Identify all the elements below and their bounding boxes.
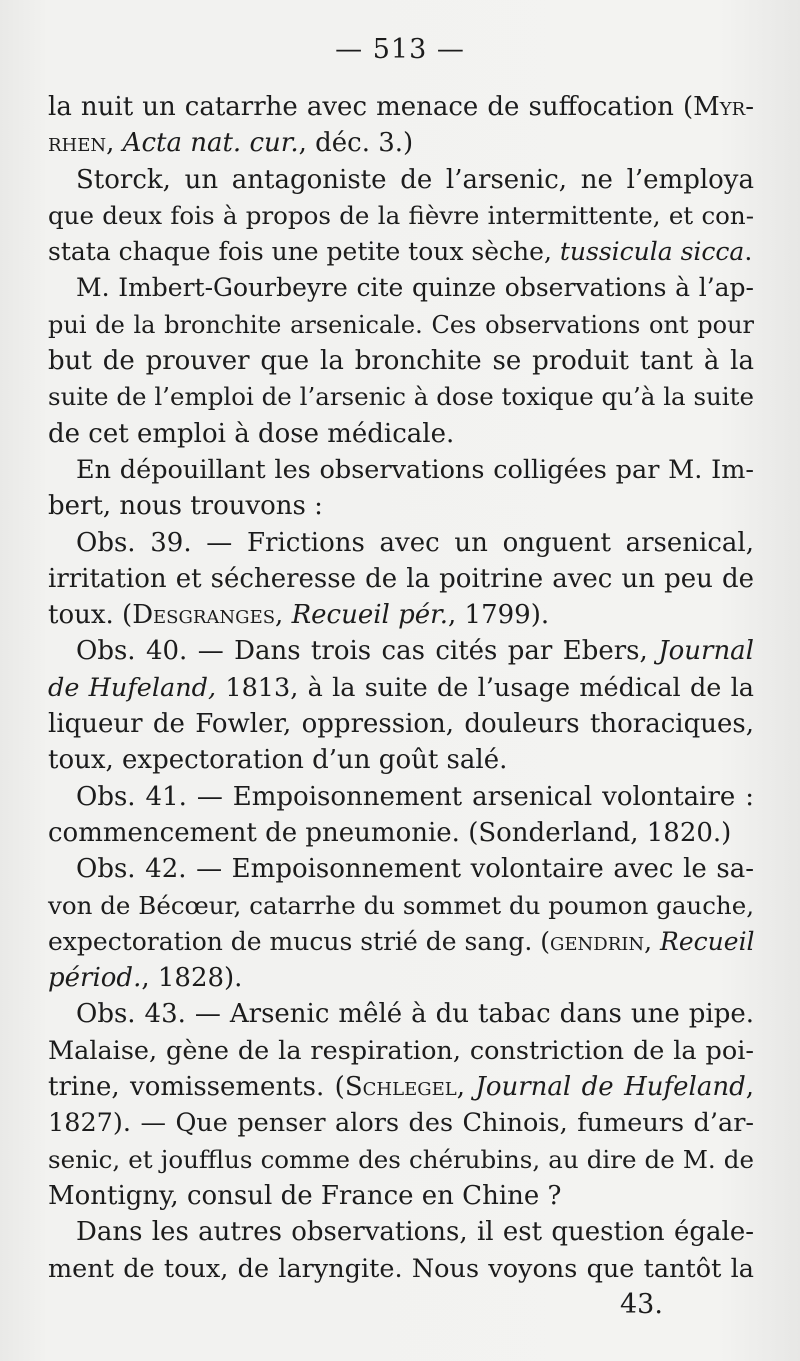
line-text: 1813, à la suite de l’usage médical de la xyxy=(216,672,755,703)
italic-text: Acta nat. cur. xyxy=(122,128,299,159)
line-text: En dépouillant les observations colligées par M. Im- xyxy=(76,454,754,485)
line-text: , xyxy=(456,1072,476,1103)
text-line xyxy=(48,234,754,270)
text-line xyxy=(48,270,754,306)
line-text: M. Imbert-Gourbeyre cite quinze observations à l’ap- xyxy=(76,273,754,303)
signature-mark: 43. xyxy=(620,1289,663,1320)
text-line xyxy=(48,779,754,815)
small-caps-text: Myr- xyxy=(693,92,754,122)
text-line xyxy=(48,379,754,415)
line-text: , xyxy=(275,600,292,631)
text-line xyxy=(48,742,754,778)
text-line xyxy=(48,525,754,561)
line-text: senic, et joufflus comme des chérubins, au dire de M. de xyxy=(48,1144,754,1174)
text-line xyxy=(48,815,754,851)
text-line xyxy=(48,670,754,706)
text-line xyxy=(48,1142,754,1178)
line-text: toux, expectoration d’un goût salé. xyxy=(48,745,508,776)
italic-text: Recueil pér. xyxy=(291,600,448,631)
text-line xyxy=(48,416,754,452)
italic-text: Journal de Hufeland xyxy=(475,1072,746,1103)
line-text: Obs. 43. — Arsenic mêlé à du tabac dans une pipe. xyxy=(76,999,754,1030)
line-text: 1827). — Que penser alors des Chinois, fumeurs d’ar- xyxy=(48,1108,754,1139)
line-text: . xyxy=(744,237,753,267)
line-text: Obs. 41. — Empoisonnement arsenical volontaire : xyxy=(76,781,754,812)
line-text: , xyxy=(644,926,661,956)
italic-text: tussicula sicca xyxy=(559,237,745,267)
text-line xyxy=(48,888,754,924)
line-text: trine, vomissements. ( xyxy=(48,1072,345,1103)
text-line xyxy=(48,851,754,887)
text-line xyxy=(48,1214,754,1250)
text-line xyxy=(48,996,754,1032)
line-text: Obs. 39. — Frictions avec un onguent arsenical, xyxy=(76,527,754,558)
text-line xyxy=(48,924,754,960)
line-text: but de prouver que la bronchite se produit tant à la xyxy=(48,346,754,377)
text-line xyxy=(48,633,754,669)
line-text: Montigny, consul de France en Chine ? xyxy=(48,1180,562,1211)
body-text xyxy=(48,89,754,1287)
line-text: ment de toux, de laryngite. Nous voyons que tantôt la xyxy=(48,1253,754,1284)
line-text: Obs. 40. — Dans trois cas cités par Ebers, xyxy=(76,636,659,667)
text-line xyxy=(48,452,754,488)
text-line xyxy=(48,1105,754,1141)
line-text: , xyxy=(106,128,123,159)
line-text: stata chaque fois une petite toux sèche, xyxy=(48,237,560,267)
text-line xyxy=(48,89,754,125)
line-text: que deux fois à propos de la fièvre intermittente, et con- xyxy=(48,200,754,230)
text-line xyxy=(48,343,754,379)
small-caps-text: Schlegel xyxy=(344,1072,457,1103)
text-line xyxy=(48,960,754,996)
line-text: de cet emploi à dose médicale. xyxy=(48,418,455,449)
line-text: Dans les autres observations, il est question égale- xyxy=(76,1217,754,1248)
small-caps-text: rhen xyxy=(48,128,107,159)
text-line xyxy=(48,706,754,742)
small-caps-text: gendrin xyxy=(550,926,645,956)
line-text: irritation et sécheresse de la poitrine avec un peu de xyxy=(48,563,754,594)
line-text: pui de la bronchite arsenicale. Ces observations ont pour xyxy=(48,310,754,339)
text-line xyxy=(48,162,754,198)
line-text: , déc. 3.) xyxy=(298,128,414,159)
text-line xyxy=(48,597,754,633)
text-line xyxy=(48,307,754,343)
text-line xyxy=(48,125,754,161)
page-number: — 513 — xyxy=(335,34,465,65)
italic-text: Recueil xyxy=(660,926,755,956)
line-text: von de Bécœur, catarrhe du sommet du poumon gauche, xyxy=(48,890,754,920)
text-line xyxy=(48,1251,754,1287)
line-text: Storck, un antagoniste de l’arsenic, ne l’employa xyxy=(76,164,754,195)
line-text: Obs. 42. — Empoisonnement volontaire avec le sa- xyxy=(76,854,754,885)
text-line xyxy=(48,561,754,597)
line-text: Malaise, gène de la respiration, constriction de la poi- xyxy=(48,1035,754,1066)
line-text: liqueur de Fowler, oppression, douleurs thoraciques, xyxy=(48,709,754,740)
line-text: , 1799). xyxy=(448,600,550,631)
text-line xyxy=(48,488,754,524)
text-line xyxy=(48,1033,754,1069)
line-text: bert, nous trouvons : xyxy=(48,491,323,522)
line-text: commencement de pneumonie. (Sonderland, 1820.) xyxy=(48,817,732,848)
line-text: toux. ( xyxy=(48,600,133,631)
text-line xyxy=(48,1178,754,1214)
text-line xyxy=(48,198,754,234)
line-text: expectoration de mucus strié de sang. ( xyxy=(48,926,551,956)
italic-text: périod. xyxy=(48,963,142,994)
line-text: suite de l’emploi de l’arsenic à dose toxique qu’à la suite xyxy=(48,382,754,412)
line-text: , 1828). xyxy=(141,963,243,994)
italic-text: Journal xyxy=(658,636,754,667)
text-line xyxy=(48,1069,754,1105)
line-text: la nuit un catarrhe avec menace de suffocation ( xyxy=(48,92,694,122)
italic-text: de Hufeland, xyxy=(48,672,217,703)
line-text: , xyxy=(745,1072,754,1103)
small-caps-text: Desgranges xyxy=(132,600,276,631)
